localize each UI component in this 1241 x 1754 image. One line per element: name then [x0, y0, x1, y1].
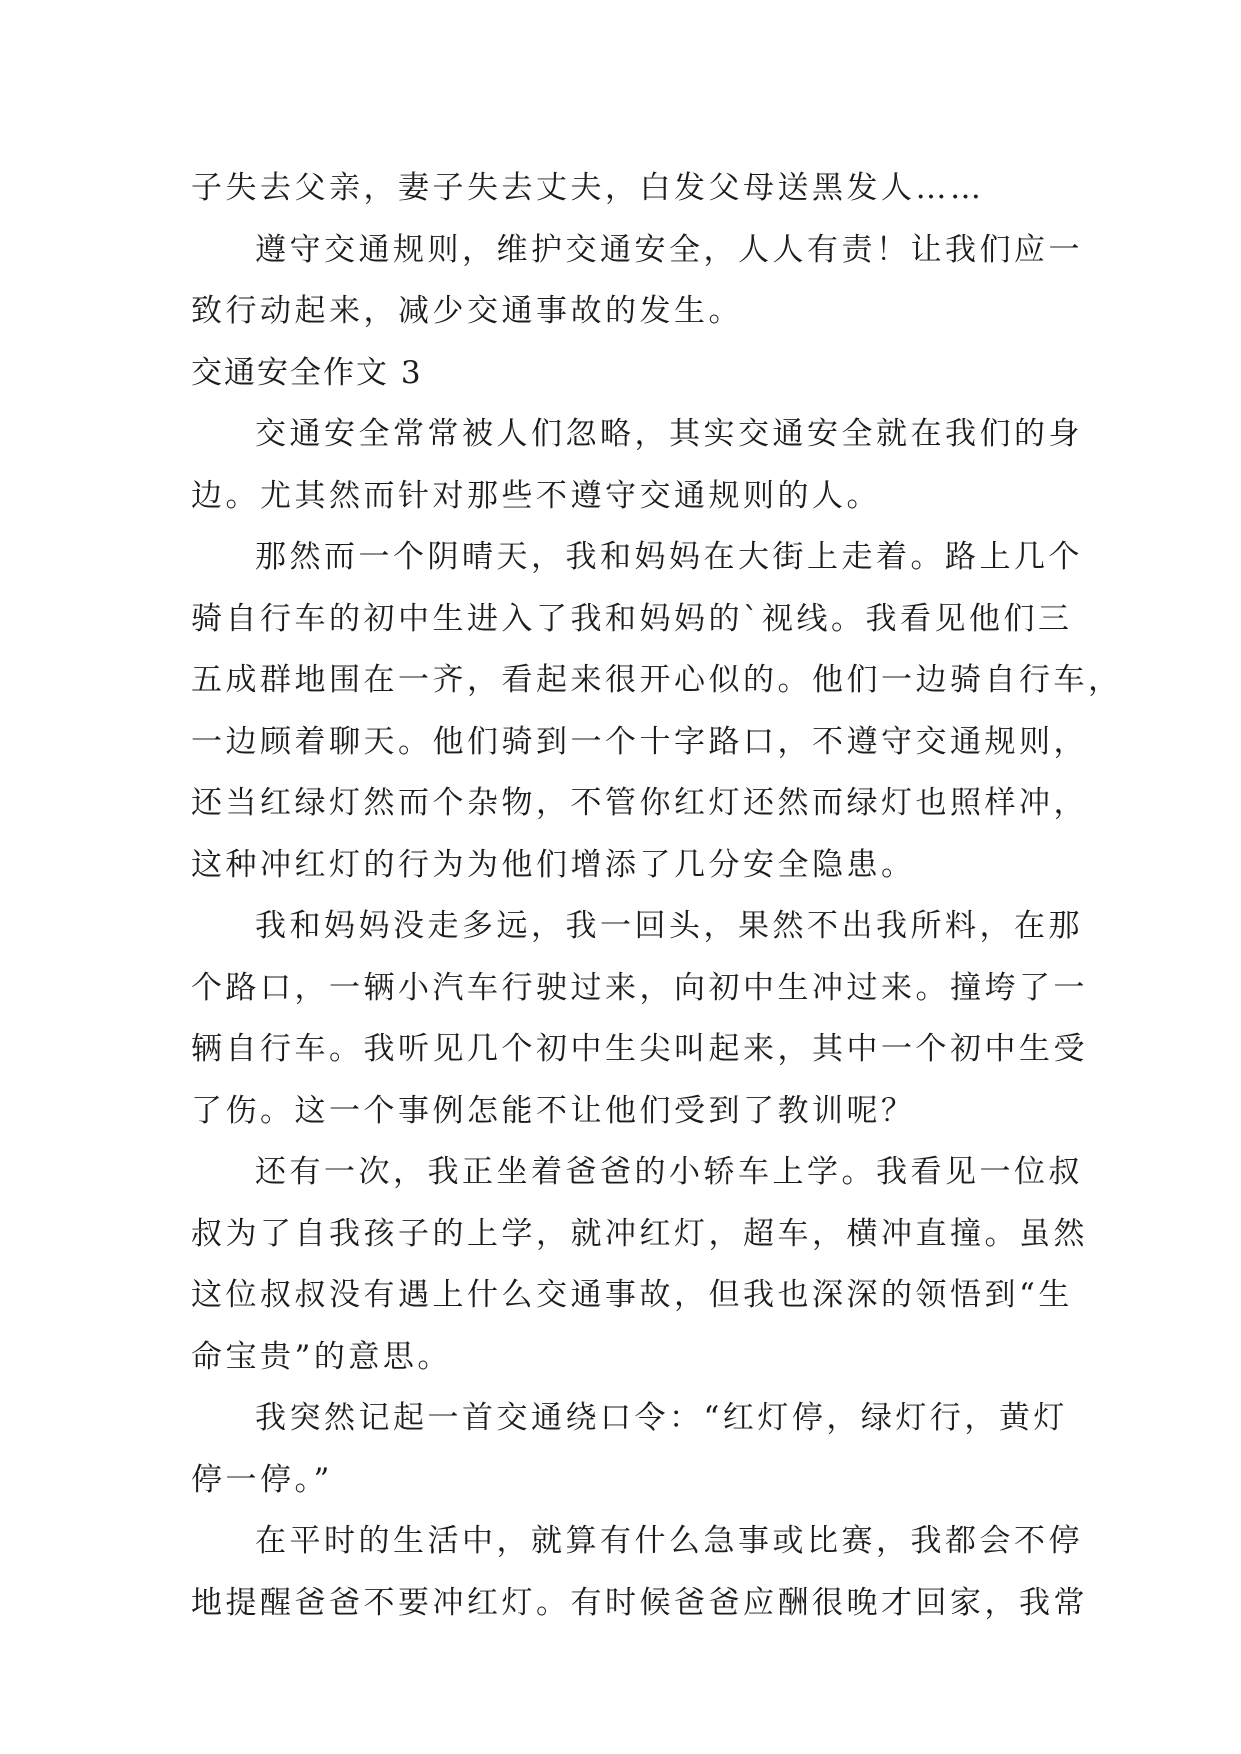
text-line: 还当红绿灯然而个杂物，不管你红灯还然而绿灯也照样冲， [191, 785, 1088, 821]
text-line: 这位叔叔没有遇上什么交通事故，但我也深深的领悟到“生 [191, 1277, 1073, 1313]
text-line: 在平时的生活中，就算有什么急事或比赛，我都会不停 [255, 1523, 1083, 1559]
document-body [191, 158, 1123, 1634]
text-line: 我突然记起一首交通绕口令：“红灯停，绿灯行，黄灯 [255, 1400, 1068, 1436]
text-line: 个路口，一辆小汽车行驶过来，向初中生冲过来。撞垮了一 [191, 969, 1088, 1006]
text-line: 那然而一个阴晴天，我和妈妈在大街上走着。路上几个 [255, 539, 1083, 575]
text-line: 命宝贵”的意思。 [191, 1338, 452, 1375]
text-line: 还有一次，我正坐着爸爸的小轿车上学。我看见一位叔 [255, 1154, 1083, 1190]
text-line: 我和妈妈没走多远，我一回头，果然不出我所料，在那 [255, 908, 1083, 944]
text-line: 致行动起来，减少交通事故的发生。 [191, 293, 743, 329]
section-title: 交通安全作文 3 [191, 354, 423, 391]
text-line: 交通安全常常被人们忽略，其实交通安全就在我们的身 [255, 416, 1083, 452]
text-line: 骑自行车的初中生进入了我和妈妈的`视线。我看见他们三 [191, 600, 1073, 637]
text-line: 停一停。” [191, 1461, 333, 1498]
text-line: 叔为了自我孩子的上学，就冲红灯，超车，横冲直撞。虽然 [191, 1215, 1088, 1252]
text-line: 这种冲红灯的行为为他们增添了几分安全隐患。 [191, 846, 916, 883]
text-line: 五成群地围在一齐，看起来很开心似的。他们一边骑自行车， [191, 662, 1123, 698]
text-line: 了伤。这一个事例怎能不让他们受到了教训呢？ [191, 1092, 916, 1129]
text-line: 遵守交通规则，维护交通安全，人人有责！让我们应一 [255, 231, 1083, 268]
text-line: 地提醒爸爸不要冲红灯。有时候爸爸应酬很晚才回家，我常 [191, 1584, 1088, 1621]
text-line: 一边顾着聊天。他们骑到一个十字路口，不遵守交通规则， [191, 723, 1088, 760]
text-line: 子失去父亲，妻子失去丈夫，白发父母送黑发人…… [191, 170, 985, 206]
text-line: 辆自行车。我听见几个初中生尖叫起来，其中一个初中生受 [191, 1031, 1088, 1067]
text-line: 边。尤其然而针对那些不遵守交通规则的人。 [191, 477, 881, 514]
